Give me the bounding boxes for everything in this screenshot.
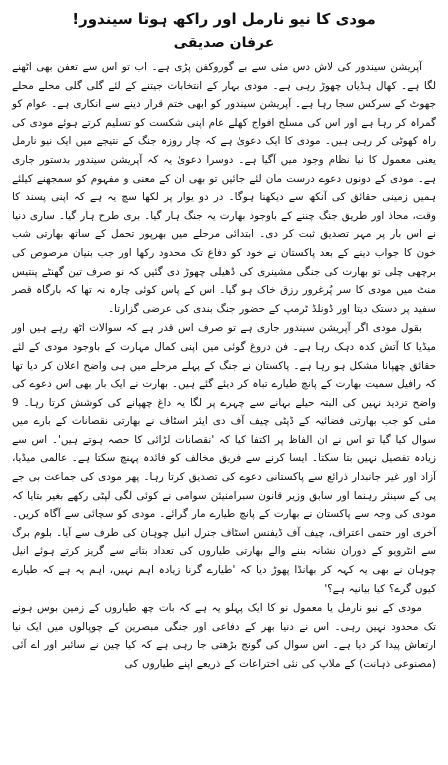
paragraph-1: آپریشن سیندور کی لاش دس مئی سے بے گوروکفن پڑی ہے۔ اب تو اس سے تعفن بھی اٹھنے لگا ہے۔ کھال ہڈیاں چھوڑ رہی ہے۔ مودی بہار کے انتخابات جیتنے کے لئے گلی گلی محلے محلے جھوٹ کے سرکس سجا رہا ہے۔ آپریشن سیندور کو ابھی ختم قرار دینے سے انکاری ہے۔ عوام کو گمراہ کر رہا ہے اور اس کی مسلح افواج کھلے عام اپنی شکست کو تسلیم کرتے ہوئے مودی کی راہ کھوٹی کر رہی ہیں۔ مودی کا ایک دعویٰ ہے کہ چار روزہ جنگ کے نتیجے میں ایک نیو نارمل یعنی معمول کا نیا نظام وجود میں آگیا ہے۔ دوسرا دعویٰ یہ کہ آپریشن سیندور بدستور جاری ہے۔ مودی کے دونوں دعوے درست مان لئے جائیں تو بھی ان کے معنی و مفہوم کو سمجھنے کیلئے ہمیں زمینی حقائق کی آنکھ سے دیکھنا ہوگا۔ در دو یوار پر لکھا سچ یہ ہے کہ اپنی پسند کا وقت، محاذ اور طریق جنگ چننے کے باوجود بھارت یہ جنگ ہار گیا۔ بری طرح ہار گیا۔ ساری دنیا نے اس بار پر مہر تصدیق ثبت کر دی۔ ابتدائی مرحلے میں بھرپور تحمل کے ساتھ بھارتی شب خون کا جواب دینے کے بعد پاکستان نے خود کو دفاع تک محدود رکھا اور جب بنیان مرصوص کی برچھی چلی تو بھارت کی جنگی مشینری کی ڈھیلی چھوڑ دی گئیں کہ نو صرف تین گھنٹے پنتیس منٹ میں مودی کا سر پُرغرور رزق خاک ہو گیا۔ اس کے پاس کوئی چارہ نہ تھا کہ بارگاہ قصر سفید پر دستک دیتا اور ڈونلڈ ٹرمپ کے حضور جنگ بندی کی عرضی گزارتا۔ [12,61,436,315]
paragraph-2: بقول مودی اگر آپریشن سیندور جاری ہے تو صرف اس قدر ہے کہ سوالات اٹھ رہے ہیں اور میڈیا کا آتش کدہ دہک رہا ہے۔ فن دروغ گوئی میں اپنی کمال مہارت کے باوجود مودی کے لئے حقائق چھپانا مشکل ہو رہا ہے۔ پاکستان نے جنگ کے پہلے مرحلے میں ہی واضح اعلان کر دیا تھا کہ رافیل سمیت بھارت کے پانچ طیارے تباہ کر دیئے گئے ہیں۔ بھارت نے ایک بار بھی اس دعوے کی واضح تردید نہیں کی البتہ حیلے بہانے سے چہرے پر لگا یہ داغ چھپانے کی کوشش کرتا رہا۔ 9 مئی کو جب بھارتی فضائیہ کے ڈپٹی چیف آف دی ایئر اسٹاف نے بھارتی نقصانات کے بارے میں سوال کیا گیا تو اس نے ان الفاظ پر اکتفا کیا کہ 'نقصانات لڑائی کا حصہ ہوتے ہیں'۔ اس سے زیادہ تفصیل نہیں بتا سکتا۔ ایسا کرنے سے فریق مخالف کو فائدہ پہنچ سکتا ہے۔ عالمی میڈیا، آزاد اور غیر جانبدار ذرائع سے پاکستانی دعوے کی تصدیق کرتا رہا۔ پھر مودی کی جماعت بی جے پی کے سینئر رہنما اور سابق وزیر قانون سبرامنیئن سوامی نے کوئی لگی لپٹی رکھے بغیر بتایا کہ مودی کی وجہ سے پاکستان نے بھارت کے پانچ طیارے مار گرائے۔ مودی کو سچائی سے آگاہ کریں۔ آخری اور حتمی اعتراف، چیف آف ڈیفنس اسٹاف جنرل انیل چوہان کی طرف سے آیا۔ بلوم برگ سے انٹرویو کے دوران نشانہ بننے والے بھارتی طیاروں کی تعداد بتانے سے گریز کرتے ہوئے انیل چوہان نے بھی یہ کہہ کر بھانڈا پھوڑ دیا کہ 'طیارے گرنا زیادہ اہم نہیں، اہم یہ ہے کہ طیارے کیوں گرے؟ کیا بیانیہ ہے؟' [12,322,436,595]
author-byline: عرفان صدیقی [173,35,275,51]
paragraph-3: مودی کے نیو نارمل یا معمول نو کا ایک پہلو یہ ہے کہ بات چھ طیاروں کے زمین بوس ہونے تک محدود نہیں رہی۔ اس نے دنیا بھر کے دفاعی اور جنگی مبصرین کے چوپالوں میں ایک نیا ارتعاش پیدا کر دیا ہے۔ اس سوال کی گونج بڑھتی جا رہی ہے کہ کیا چین نے سائبر اور اے آئی (مصنوعی ذہانت) کے ملاپ کی نئی اختراعات کے ذریعے اپنے طیاروں کی [12,602,436,670]
article-body [12,58,436,674]
headline: مودی کا نیو نارمل اور راکھ ہوتا سیندور! [72,10,376,28]
